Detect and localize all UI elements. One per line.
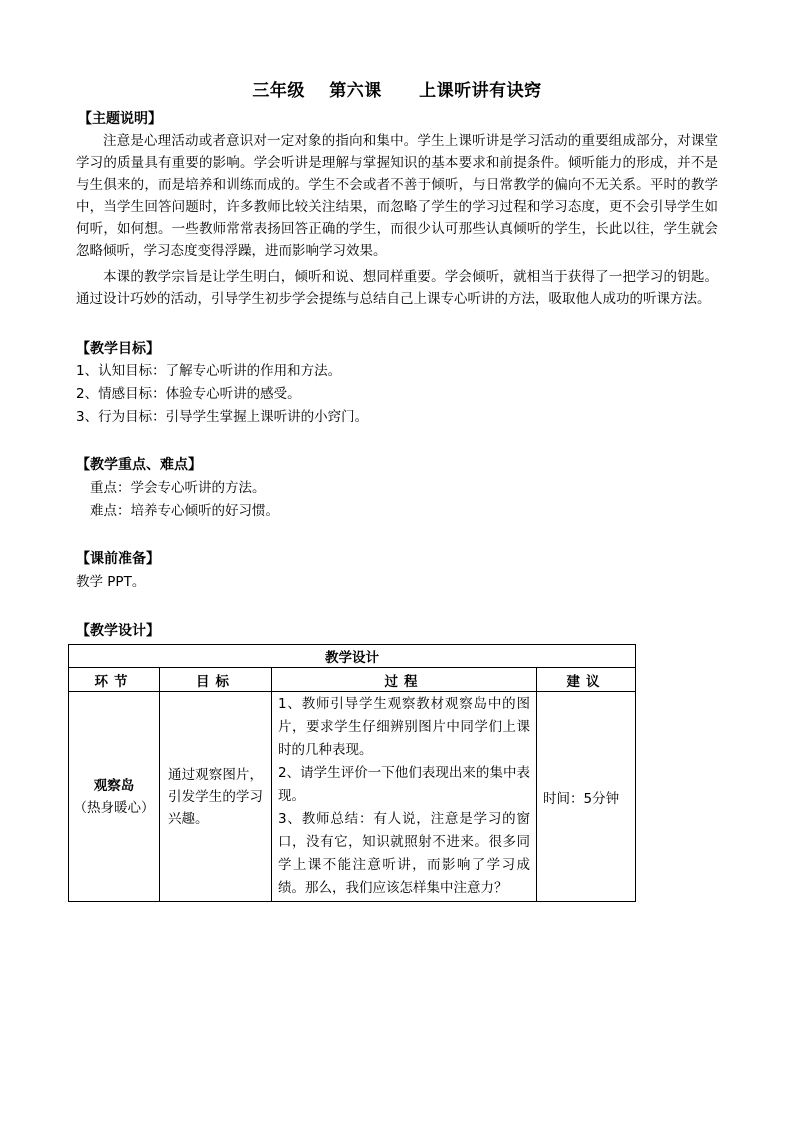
lesson-title bbox=[0, 76, 794, 101]
table-caption: 教学设计 bbox=[69, 645, 636, 668]
keypoints-heading: 【教学重点、难点】 bbox=[76, 457, 202, 473]
preparation-text: 教学 PPT。 bbox=[76, 574, 146, 590]
stage-name: 观察岛 bbox=[93, 777, 135, 794]
goal-cell: 通过观察图片，引发学生的学习兴趣。 bbox=[160, 692, 272, 902]
table-row bbox=[69, 692, 636, 902]
goal-item-3: 3、行为目标：引导学生掌握上课听讲的小窍门。 bbox=[76, 409, 369, 425]
preparation-heading: 【课前准备】 bbox=[76, 551, 160, 567]
title-lesson: 第六课 bbox=[329, 81, 382, 101]
design-heading: 【教学设计】 bbox=[76, 623, 160, 639]
keypoint-item-2: 难点：培养专心倾听的好习惯。 bbox=[90, 503, 279, 519]
stage-subtitle: （热身暖心） bbox=[73, 799, 155, 816]
column-header-advice: 建议 bbox=[537, 668, 636, 692]
goal-item-2: 2、情感目标：体验专心听讲的感受。 bbox=[76, 386, 301, 402]
column-header-process: 过程 bbox=[272, 668, 537, 692]
goal-item-1: 1、认知目标：了解专心听讲的作用和方法。 bbox=[76, 363, 342, 379]
theme-paragraph-2: 本课的教学宗旨是让学生明白，倾听和说、想同样重要。学会倾听，就相当于获得了一把学习的钥匙。通过设计巧妙的活动，引导学生初步学会提练与总结自己上课专心听讲的方法，吸取他人成功的听课方法。 bbox=[76, 269, 718, 307]
theme-heading: 【主题说明】 bbox=[78, 111, 162, 127]
title-grade: 三年级 bbox=[252, 81, 305, 101]
process-cell bbox=[272, 692, 537, 902]
process-step-2: 2、请学生评价一下他们表现出来的集中表现。 bbox=[278, 765, 530, 804]
table-header-row bbox=[69, 668, 636, 692]
stage-cell bbox=[69, 692, 160, 902]
column-header-goal: 目标 bbox=[160, 668, 272, 692]
theme-paragraph-1: 注意是心理活动或者意识对一定对象的指向和集中。学生上课听讲是学习活动的重要组成部分，对课堂学习的质量具有重要的影响。学会听讲是理解与掌握知识的基本要求和前提条件。倾听能力的形成，并不是与生俱来的，而是培养和训练而成的。学生不会或者不善于倾听，与日常教学的偏向不无关系。平时的教学中，当学生回答问题时，许多教师比较关注结果，而忽略了学生的学习过程和学习态度，更不会引导学生如何听，如何想。一些教师常常表扬回答正确的学生，而很少认可那些认真倾听的学生，长此以往，学生就会忽略倾听，学习态度变得浮躁，进而影响学习效果。 bbox=[76, 133, 718, 259]
column-header-stage: 环节 bbox=[69, 668, 160, 692]
title-name: 上课听讲有诀窍 bbox=[419, 81, 542, 101]
advice-cell: 时间：5分钟 bbox=[537, 692, 636, 902]
process-step-3: 3、教师总结：有人说，注意是学习的窗口，没有它，知识就照射不进来。很多同学上课不能注意听讲，而影响了学习成绩。那么，我们应该怎样集中注意力？ bbox=[278, 811, 530, 896]
process-step-1: 1、教师引导学生观察教材观察岛中的图片，要求学生仔细辨别图片中同学们上课时的几种表现。 bbox=[278, 696, 530, 758]
goals-heading: 【教学目标】 bbox=[76, 341, 160, 357]
design-table bbox=[68, 644, 636, 902]
keypoint-item-1: 重点：学会专心听讲的方法。 bbox=[90, 480, 266, 496]
